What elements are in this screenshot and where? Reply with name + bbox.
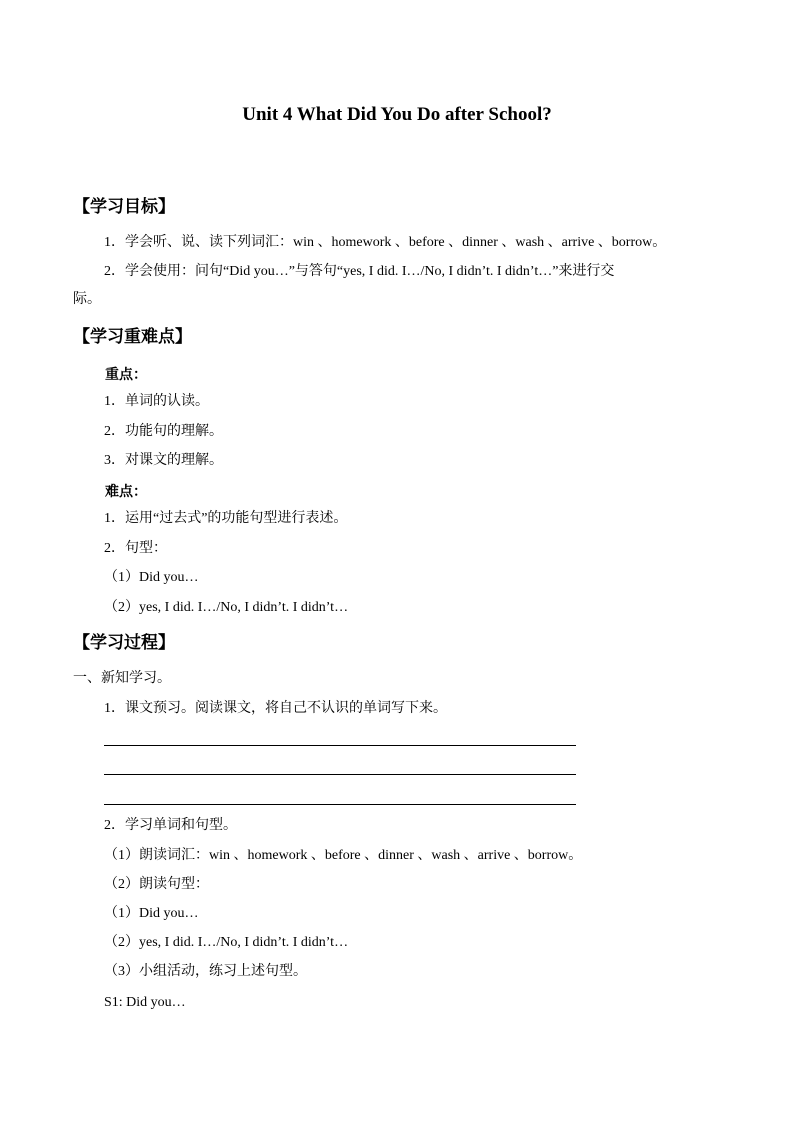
key-item-2: 2．功能句的理解。 <box>104 424 223 439</box>
process-heading: 【学习过程】 <box>73 633 175 653</box>
goal-item-2-continued: 际。 <box>73 292 101 307</box>
goals-heading: 【学习目标】 <box>73 197 175 217</box>
key-points-heading: 【学习重难点】 <box>73 327 192 347</box>
key-label: 重点： <box>105 367 147 383</box>
key-item-3: 3．对课文的理解。 <box>104 453 223 468</box>
goal-item-2: 2．学会使用：问句“Did you…”与答句“yes, I did. I…/No, I didn’t. I didn’t…”来进行交 <box>104 264 615 279</box>
process-item-4: （2）yes, I did. I…/No, I didn’t. I didn’t… <box>104 935 349 950</box>
difficult-item-4: （2）yes, I did. I…/No, I didn’t. I didn’t… <box>104 600 349 615</box>
step-1: 1．课文预习。阅读课文，将自己不认识的单词写下来。 <box>104 701 447 716</box>
process-item-3: （1）Did you… <box>104 906 199 921</box>
difficult-item-2: 2．句型： <box>104 541 167 556</box>
process-item-6: S1: Did you… <box>104 995 186 1010</box>
process-item-1: （1）朗读词汇：win 、homework 、before 、dinner 、wash 、arrive 、borrow。 <box>104 848 583 863</box>
page-title: Unit 4 What Did You Do after School? <box>242 104 552 125</box>
goal-item-1: 1．学会听、说、读下列词汇：win 、homework 、before 、dinner 、wash 、arrive 、borrow。 <box>104 235 667 250</box>
process-item-2: （2）朗读句型： <box>104 877 209 892</box>
answer-blank-line[interactable] <box>104 774 576 775</box>
answer-blank-line[interactable] <box>104 745 576 746</box>
difficult-item-1: 1．运用“过去式”的功能句型进行表述。 <box>104 511 348 526</box>
step-2: 2．学习单词和句型。 <box>104 818 237 833</box>
difficult-label: 难点： <box>105 484 147 500</box>
difficult-item-3: （1）Did you… <box>104 570 199 585</box>
process-item-5: （3）小组活动，练习上述句型。 <box>104 964 307 979</box>
section-1-title: 一、新知学习。 <box>73 671 171 686</box>
answer-blank-line[interactable] <box>104 804 576 805</box>
key-item-1: 1．单词的认读。 <box>104 394 209 409</box>
